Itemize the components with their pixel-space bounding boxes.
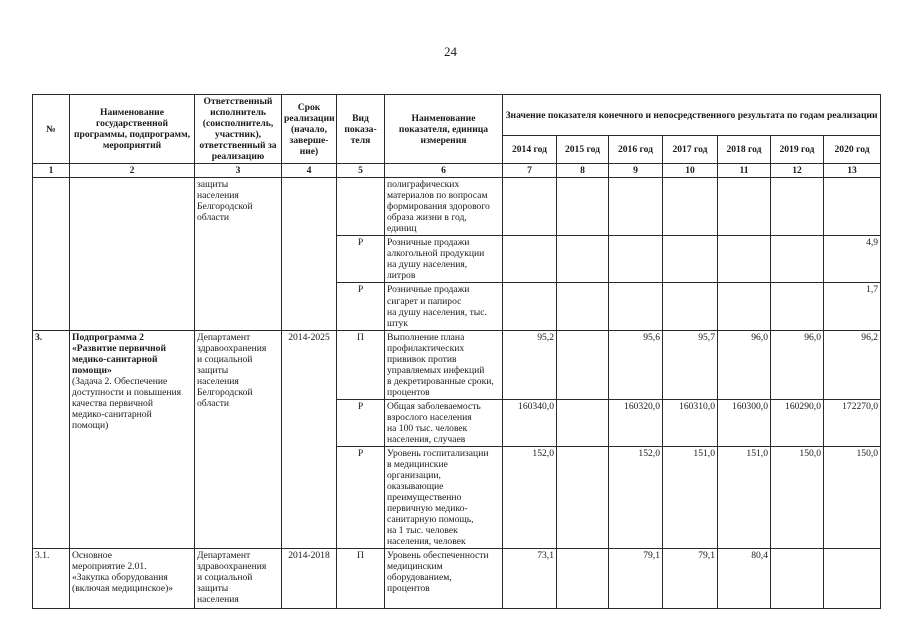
- value-cell: 160320,0: [609, 399, 663, 446]
- value-cell: [771, 283, 824, 330]
- type-cell: Р: [337, 446, 385, 548]
- type-cell: Р: [337, 399, 385, 446]
- type-cell: [337, 178, 385, 236]
- value-cell: [609, 236, 663, 283]
- value-cell: [503, 283, 557, 330]
- executor-cell: защиты населения Белгородской области: [195, 178, 282, 330]
- column-number: 3: [195, 164, 282, 178]
- type-cell: Р: [337, 236, 385, 283]
- column-number: 11: [718, 164, 771, 178]
- value-cell: [824, 178, 881, 236]
- header-year: 2015 год: [557, 136, 609, 164]
- value-cell: 172270,0: [824, 399, 881, 446]
- indicator-cell: Уровень обеспеченности медицинским оборудованием, процентов: [385, 549, 503, 609]
- program-cell: [70, 330, 195, 549]
- type-cell: Р: [337, 283, 385, 330]
- value-cell: 95,2: [503, 330, 557, 399]
- value-cell: 150,0: [771, 446, 824, 548]
- value-cell: 95,6: [609, 330, 663, 399]
- term-cell: 2014-2025: [282, 330, 337, 549]
- value-cell: 160290,0: [771, 399, 824, 446]
- header-values-group: Значение показателя конечного и непосредственного результата по годам реализации: [503, 95, 881, 136]
- value-cell: [609, 178, 663, 236]
- indicator-table: [32, 94, 881, 609]
- header-executor: Ответственный исполнитель (соисполнитель, участник), ответственный за реализацию: [195, 95, 282, 164]
- program-cell: Основное мероприятие 2.01. «Закупка оборудования (включая медицинское)»: [70, 549, 195, 609]
- column-number: 12: [771, 164, 824, 178]
- executor-cell: Департамент здравоохранения и социальной защиты населения: [195, 549, 282, 609]
- table-row: [33, 330, 881, 399]
- value-cell: [557, 549, 609, 609]
- column-numbers-row: [33, 164, 881, 178]
- executor-cell: Департамент здравоохранения и социальной защиты населения Белгородской области: [195, 330, 282, 549]
- value-cell: [718, 236, 771, 283]
- value-cell: 79,1: [609, 549, 663, 609]
- column-number: 6: [385, 164, 503, 178]
- value-cell: [503, 178, 557, 236]
- value-cell: [771, 549, 824, 609]
- header-program: Наименование государственной программы, подпрограмм, мероприятий: [70, 95, 195, 164]
- header-year: 2019 год: [771, 136, 824, 164]
- value-cell: [557, 178, 609, 236]
- column-number: 13: [824, 164, 881, 178]
- table-row: [33, 549, 881, 609]
- value-cell: 150,0: [824, 446, 881, 548]
- type-cell: П: [337, 330, 385, 399]
- program-cell: [70, 178, 195, 330]
- value-cell: [824, 549, 881, 609]
- indicator-cell: Розничные продажи сигарет и папирос на душу населения, тыс. штук: [385, 283, 503, 330]
- value-cell: 160310,0: [663, 399, 718, 446]
- indicator-cell: Розничные продажи алкогольной продукции на душу населения, литров: [385, 236, 503, 283]
- value-cell: [663, 178, 718, 236]
- value-cell: [609, 283, 663, 330]
- value-cell: 96,2: [824, 330, 881, 399]
- header-year: 2018 год: [718, 136, 771, 164]
- value-cell: [718, 178, 771, 236]
- column-number: 1: [33, 164, 70, 178]
- value-cell: [771, 236, 824, 283]
- row-number-cell: 3.1.: [33, 549, 70, 609]
- value-cell: 80,4: [718, 549, 771, 609]
- value-cell: [557, 236, 609, 283]
- value-cell: 151,0: [663, 446, 718, 548]
- column-number: 8: [557, 164, 609, 178]
- value-cell: 96,0: [771, 330, 824, 399]
- value-cell: [557, 330, 609, 399]
- header-year: 2016 год: [609, 136, 663, 164]
- header-year: 2017 год: [663, 136, 718, 164]
- value-cell: 1,7: [824, 283, 881, 330]
- value-cell: [771, 178, 824, 236]
- value-cell: 73,1: [503, 549, 557, 609]
- value-cell: [557, 283, 609, 330]
- value-cell: 160300,0: [718, 399, 771, 446]
- indicator-cell: Выполнение плана профилактических прививок против управляемых инфекций в декретированные сроки, процентов: [385, 330, 503, 399]
- term-cell: [282, 178, 337, 330]
- type-cell: П: [337, 549, 385, 609]
- indicator-cell: Общая заболеваемость взрослого населения на 100 тыс. человек населения, случаев: [385, 399, 503, 446]
- header-indicator: Наименование показателя, единица измерения: [385, 95, 503, 164]
- header-term: Срок реализации (начало, заверше-ние): [282, 95, 337, 164]
- column-number: 10: [663, 164, 718, 178]
- value-cell: [663, 236, 718, 283]
- column-number: 5: [337, 164, 385, 178]
- subprogram-task: (Задача 2. Обеспечение доступности и повышения качества первичной медико-санитарной помощи): [72, 375, 182, 431]
- value-cell: 79,1: [663, 549, 718, 609]
- value-cell: 4,9: [824, 236, 881, 283]
- value-cell: 152,0: [609, 446, 663, 548]
- column-number: 7: [503, 164, 557, 178]
- column-number: 9: [609, 164, 663, 178]
- value-cell: 95,7: [663, 330, 718, 399]
- value-cell: 151,0: [718, 446, 771, 548]
- value-cell: [557, 446, 609, 548]
- value-cell: [503, 236, 557, 283]
- header-no: №: [33, 95, 70, 164]
- page-number: 24: [444, 44, 457, 59]
- value-cell: [718, 283, 771, 330]
- header-year: 2020 год: [824, 136, 881, 164]
- row-number-cell: 3.: [33, 330, 70, 549]
- indicator-cell: полиграфических материалов по вопросам формирования здорового образа жизни в год, единиц: [385, 178, 503, 236]
- column-number: 4: [282, 164, 337, 178]
- term-cell: 2014-2018: [282, 549, 337, 609]
- header-year: 2014 год: [503, 136, 557, 164]
- indicator-cell: Уровень госпитализации в медицинские организации, оказывающие преимущественно первичную медико- санитарную помощь, на 1 тыс. человек населения, человек: [385, 446, 503, 548]
- column-number: 2: [70, 164, 195, 178]
- value-cell: 96,0: [718, 330, 771, 399]
- value-cell: 160340,0: [503, 399, 557, 446]
- value-cell: [557, 399, 609, 446]
- row-number-cell: [33, 178, 70, 330]
- table-row: [33, 178, 881, 236]
- value-cell: 152,0: [503, 446, 557, 548]
- header-type: Вид показа-теля: [337, 95, 385, 164]
- value-cell: [663, 283, 718, 330]
- subprogram-title: Подпрограмма 2 «Развитие первичной медико-санитарной помощи»: [72, 331, 167, 376]
